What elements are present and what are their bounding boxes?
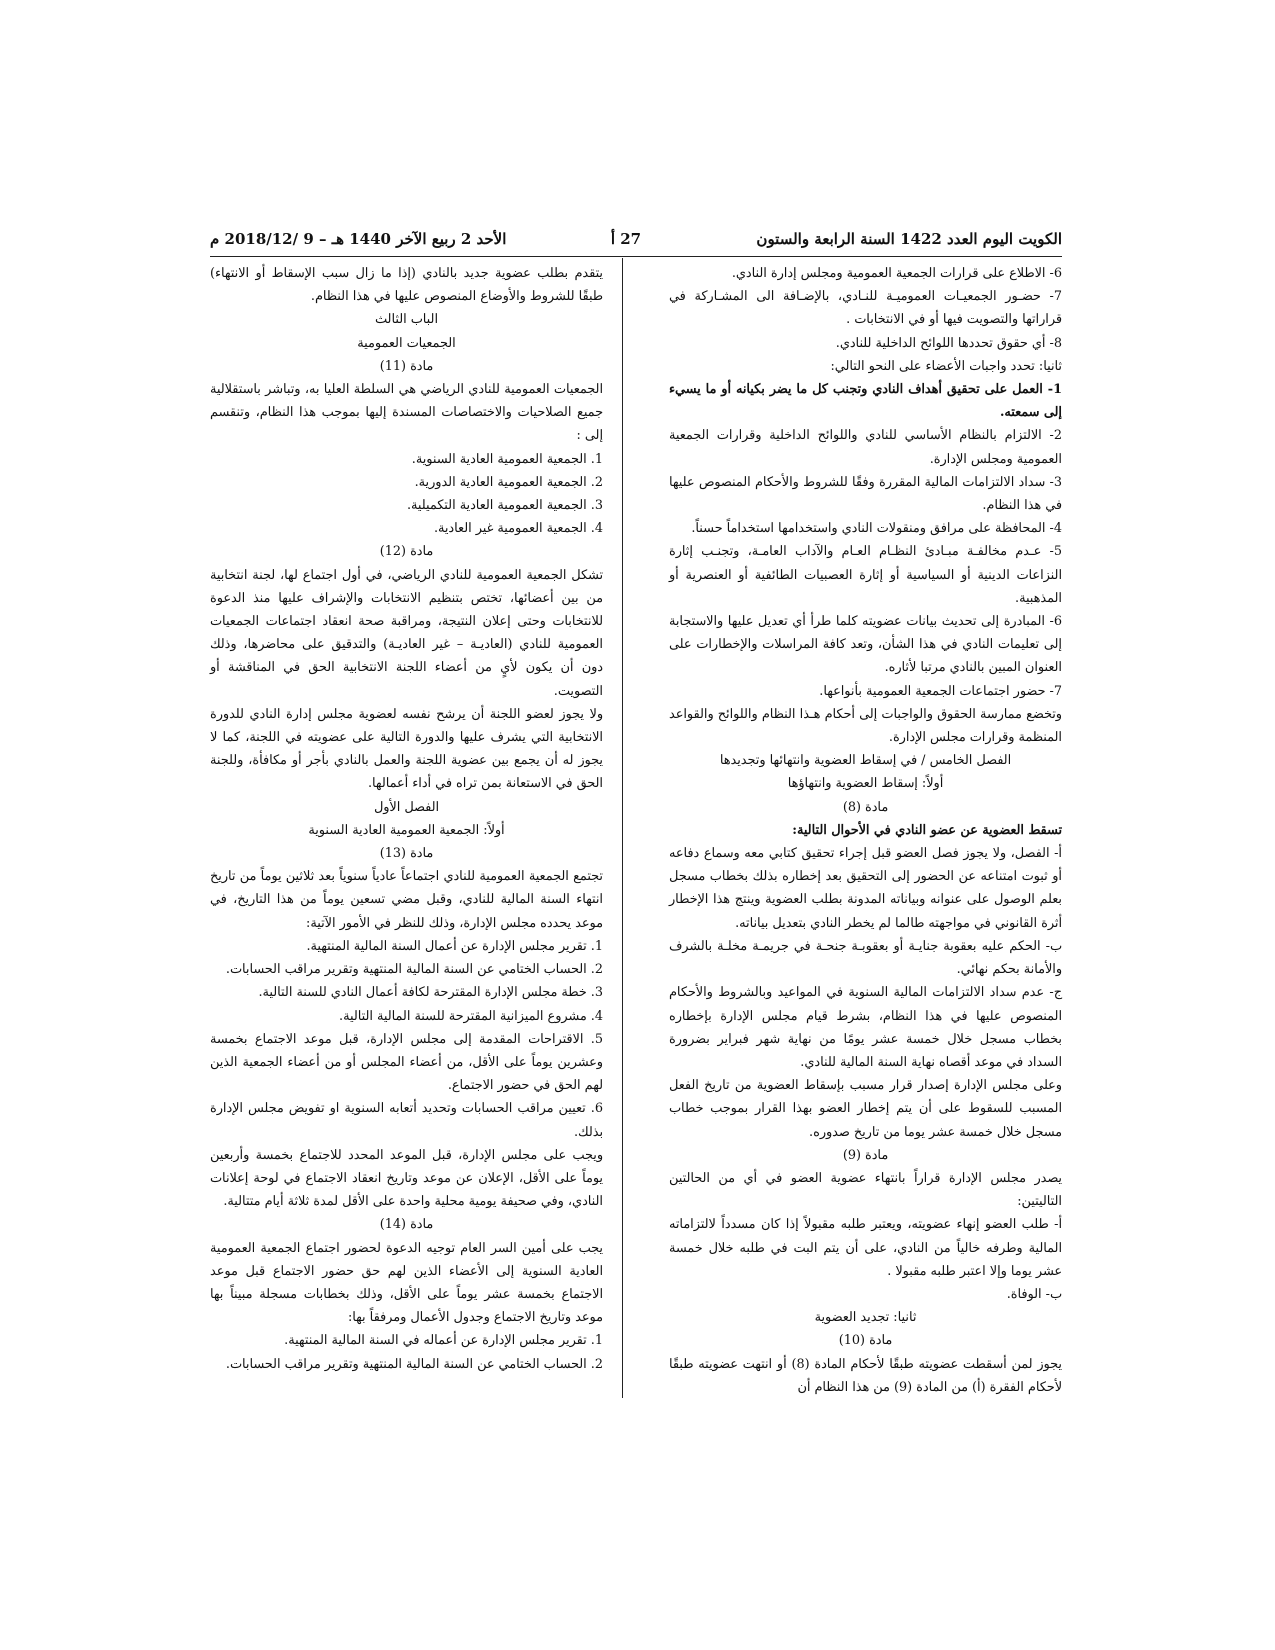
- header-page-number: 27 أ: [610, 230, 642, 248]
- paragraph: 1- العمل على تحقيق أهداف النادي وتجنب كل ما يضر بكيانه أو ما يسيء إلى سمعته.: [669, 382, 1062, 421]
- header-rule: [210, 256, 1062, 257]
- list-item: 3. خطة مجلس الإدارة المقترحة لكافة أعمال النادي للسنة التالية.: [258, 985, 603, 1001]
- paragraph: يجب على أمين السر العام توجيه الدعوة لحضور اجتماع الجمعية العمومية العادية السنوية إلى الأعضاء الذين لهم حق حضور الاجتماع قبل موعد الاجتماع بخمسة عشر يوماً على الأقل، وذلك بخطابات مسجلة مبيناً بها موعد وتاريخ الاجتماع وجدول الأعمال ومرفقاً بها:: [210, 1240, 603, 1326]
- article-heading: مادة (12): [379, 544, 434, 560]
- list-item: 3. الجمعية العمومية العادية التكميلية.: [406, 498, 603, 514]
- section-heading: أولاً: إسقاط العضوية وانتهاؤها: [787, 776, 944, 792]
- section-heading: أولاً: الجمعية العمومية العادية السنوية: [308, 822, 505, 838]
- list-item: 1. تقرير مجلس الإدارة عن أعمال السنة المالية المنتهية.: [306, 938, 603, 954]
- paragraph: أ- الفصل، ولا يجوز فصل العضو قبل إجراء تحقيق كتابي معه وسماع دفاعه أو ثبوت امتناعه عن الحضور إلى التحقيق بعد إخطاره بذلك بخطاب مسجل بعلم الوصول على عنوانه وبياناته المدونة بطلب العضوية وينتج هذا الإخطار أثرة القانوني في مواجهته طالما لم يخطر النادي بتعديل بياناته.: [669, 846, 1062, 931]
- section-heading: ثانيا: تجديد العضوية: [814, 1310, 917, 1326]
- article-heading: مادة (9): [842, 1147, 889, 1163]
- right-column: [669, 262, 1062, 1399]
- paragraph: 2- الالتزام بالنظام الأساسي للنادي واللوائح الداخلية وقرارات الجمعية العمومية ومجلس الإدارة.: [669, 428, 1062, 467]
- list-item: 6. تعيين مراقب الحسابات وتحديد أتعابه السنوية او تفويض مجلس الإدارة بذلك.: [210, 1101, 603, 1140]
- paragraph: 7- حضـور الجمعيـات العموميـة للنـادي، بالإضـافة الى المشـاركة في قراراتها والتصويت فيها أو في الانتخابات .: [669, 289, 1062, 328]
- paragraph: 8- أي حقوق تحددها اللوائح الداخلية للنادي.: [835, 335, 1062, 351]
- list-item: 2. الجمعية العمومية العادية الدورية.: [414, 474, 603, 490]
- paragraph: تسقط العضوية عن عضو النادي في الأحوال التالية:: [792, 822, 1062, 838]
- list-item: 1. الجمعية العمومية العادية السنوية.: [411, 451, 603, 467]
- paragraph: ب- الوفاة.: [1006, 1286, 1062, 1302]
- paragraph: 3- سداد الالتزامات المالية المقررة وفقًا للشروط والأحكام المنصوص عليها في هذا النظام.: [669, 474, 1062, 514]
- paragraph: ثانيا: تحدد واجبات الأعضاء على النحو التالي:: [830, 358, 1062, 374]
- column-divider: [622, 258, 623, 1398]
- paragraph: أ- طلب العضو إنهاء عضويته، ويعتبر طلبه مقبولاً إذا كان مسدداً لالتزاماته المالية وطرفه خالياً من النادي، على أن يتم البت في طلبه خلال خمسة عشر يوما وإلا اعتبر طلبه مقبولا .: [669, 1217, 1062, 1279]
- paragraph: تجتمع الجمعية العمومية للنادي اجتماعاً عادياً سنوياً بعد ثلاثين يوماً من تاريخ انتهاء السنة المالية للنادي، وقبل مضي تسعين يوماً من هذا التاريخ، في موعد يحدده مجلس الإدارة، وذلك للنظر في الأمور الآتية:: [210, 869, 603, 931]
- paragraph: ب- الحكم عليه بعقوبة جنايـة أو بعقوبـة جنحـة في جريمـة مخلـة بالشرف والأمانة بحكم نهائي.: [669, 938, 1062, 978]
- header-issue-info: الكويت اليوم العدد 1422 السنة الرابعة والستون: [756, 230, 1062, 248]
- list-item: 5. الاقتراحات المقدمة إلى مجلس الإدارة، قبل موعد الاجتماع بخمسة وعشرين يوماً على الأقل، من أعضاء المجلس أو من أعضاء الجمعية الذين لهم الحق في حضور الاجتماع.: [210, 1031, 603, 1094]
- page-header: [210, 228, 1062, 254]
- paragraph: يتقدم بطلب عضوية جديد بالنادي (إذا ما زال سبب الإسقاط أو الانتهاء) طبقًا للشروط والأوضاع المنصوص عليها في هذا النظام.: [210, 266, 603, 305]
- section-heading: الفصل الخامس / في إسقاط العضوية وانتهائها وتجديدها: [719, 753, 1012, 769]
- paragraph: الجمعيات العمومية للنادي الرياضي هي السلطة العليا به، وتباشر باستقلالية جميع الصلاحيات والاختصاصات المسندة إليها بموجب هذا النظام، وتنقسم إلى :: [210, 382, 603, 444]
- paragraph: ويجب على مجلس الإدارة، قبل الموعد المحدد للاجتماع بخمسة وأربعين يوماً على الأقل، الإعلان عن موعد وتاريخ انعقاد الاجتماع في لوحة إعلانات النادي، وفي صحيفة يومية محلية واحدة على الأقل لمدة ثلاثة أيام متتالية.: [210, 1147, 603, 1210]
- list-item: 2. الحساب الختامي عن السنة المالية المنتهية وتقرير مراقب الحسابات.: [225, 962, 603, 978]
- header-date: الأحد 2 ربيع الآخر 1440 هـ – 9 /2018/12 م: [210, 230, 507, 248]
- article-heading: مادة (8): [842, 799, 889, 815]
- paragraph: تشكل الجمعية العمومية للنادي الرياضي، في أول اجتماع لها، لجنة انتخابية من بين أعضائها، تختص بتنظيم الانتخابات والإشراف عليها منذ الدعوة للانتخابات وحتى إعلان النتيجة، ومراقبة صحة انعقاد اجتماعات الجمعيات العمومية للنادي (العاديـة – غير العاديـة) والتدقيق على محاضرها، وذلك دون أن يكون لأيٍ من أعضاء اللجنة الانتخابية الحق في المناقشة أو التصويت.: [210, 567, 603, 699]
- paragraph: يجوز لمن أسقطت عضويته طبقًا لأحكام المادة (8) أو انتهت عضويته طبقًا لأحكام الفقرة (أ) من المادة (9) من هذا النظام أن: [669, 1356, 1062, 1395]
- list-item: 4. مشروع الميزانية المقترحة للسنة المالية التالية.: [339, 1008, 603, 1024]
- article-heading: مادة (11): [379, 358, 434, 374]
- chapter-heading: الجمعيات العمومية: [357, 335, 456, 351]
- paragraph: 5- عـدم مخالفـة مبـادئ النظـام العـام والآداب العامـة، وتجنـب إثارة النزاعات الدينية أو السياسية أو إثارة العصبيات الطائفية أو العنصرية أو المذهبية.: [669, 544, 1062, 606]
- article-heading: مادة (14): [379, 1217, 434, 1233]
- paragraph: 7- حضور اجتماعات الجمعية العمومية بأنواعها.: [819, 683, 1062, 699]
- paragraph: وعلى مجلس الإدارة إصدار قرار مسبب بإسقاط العضوية من تاريخ الفعل المسبب للسقوط على أن يتم إخطار العضو بهذا القرار بموجب خطاب مسجل خلال خمسة عشر يوما من تاريخ صدوره.: [669, 1078, 1062, 1140]
- article-heading: مادة (13): [379, 846, 434, 862]
- paragraph: وتخضع ممارسة الحقوق والواجبات إلى أحكام هـذا النظام واللوائح والقواعد المنظمة وقرارات مجلس الإدارة.: [669, 706, 1062, 746]
- paragraph: 4- المحافظة على مرافق ومنقولات النادي واستخدامها استخداماً حسناً.: [691, 521, 1062, 537]
- gazette-page: [210, 228, 1062, 1398]
- list-item: 1. تقرير مجلس الإدارة عن أعماله في السنة المالية المنتهية.: [284, 1333, 603, 1349]
- paragraph: يصدر مجلس الإدارة قراراً بانتهاء عضوية العضو في أي من الحالتين التاليتين:: [669, 1170, 1062, 1210]
- paragraph: ولا يجوز لعضو اللجنة أن يرشح نفسه لعضوية مجلس إدارة النادي للدورة الانتخابية التي يشرف عليها والدورة التالية على عضويته في اللجنة، كما لا يجوز له أن يجمع بين عضوية اللجنة والعمل بالنادي بأجر أو مكافأة، وللجنة الحق في الاستعانة بمن تراه في أداء أعمالها.: [210, 706, 603, 792]
- list-item: 4. الجمعية العمومية غير العادية.: [433, 521, 603, 537]
- paragraph: 6- المبادرة إلى تحديث بيانات عضويته كلما طرأ أي تعديل عليها والاستجابة إلى تعليمات النادي في هذا الشأن، وتعد كافة المراسلات والإخطارات على العنوان المبين بالنادي مرتبا لأثاره.: [669, 614, 1062, 676]
- left-column: [210, 262, 603, 1376]
- article-heading: مادة (10): [838, 1333, 893, 1349]
- paragraph: ج- عدم سداد الالتزامات المالية السنوية في المواعيد وبالشروط والأحكام المنصوص عليها في هذا النظام، بشرط قيام مجلس الإدارة بإخطاره بخطاب مسجل خلال خمسة عشر يومًا من نهاية شهر فبراير بضرورة السداد في موعد أقصاه نهاية السنة المالية للنادي.: [669, 985, 1062, 1070]
- paragraph: 6- الاطلاع على قرارات الجمعية العمومية ومجلس إدارة النادي.: [731, 266, 1062, 281]
- chapter-heading: الباب الثالث: [374, 312, 438, 328]
- list-item: 2. الحساب الختامي عن السنة المالية المنتهية وتقرير مراقب الحسابات.: [225, 1356, 603, 1372]
- section-heading: الفصل الأول: [373, 799, 440, 815]
